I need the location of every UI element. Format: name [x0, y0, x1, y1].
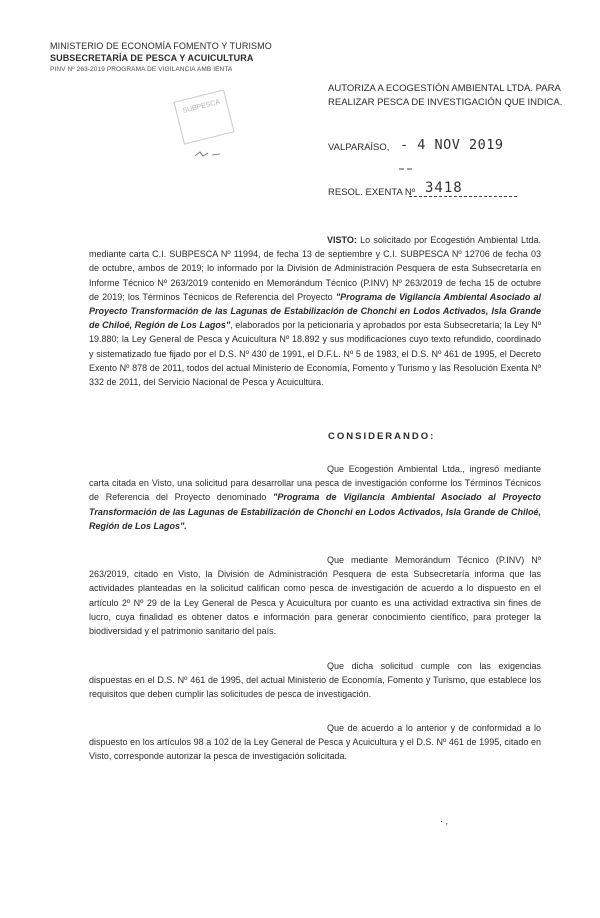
p4-text: Que de acuerdo a lo anterior y de conformidad a lo dispuesto en los artículos 98 a 102 de la Ley General de Pesca y Acuicultura y el D.S. Nº 461 de 1995, citado en Visto, corresponde autorizar la pesca de investigación solicitada.	[89, 723, 541, 762]
subject-line-2: REALIZAR PESCA DE INVESTIGACIÓN QUE INDICA.	[328, 97, 563, 108]
visto-paragraph	[89, 233, 541, 389]
considerando-paragraph-3	[89, 659, 541, 702]
visto-project-title: "Programa de Vigilancia Ambiental Asociado al Proyecto Transformación de las Lagunas de Estabilización de Chonchi en Lodos Activados, Isla Grande de Chiloé, Región de Los Lagos"	[89, 291, 541, 331]
considerando-heading: CONSIDERANDO:	[328, 431, 436, 442]
subsecretaria-name: SUBSECRETARÍA DE PESCA Y ACUICULTURA	[50, 53, 254, 63]
date-stamp: - 4 NOV 2019	[400, 137, 504, 153]
ministry-name: MINISTERIO DE ECONOMÍA FOMENTO Y TURISMO	[50, 41, 272, 51]
visto-text-a: Lo solicitado por Ecogestión Ambiental Ltda. mediante carta C.I. SUBPESCA Nº 11994, de fecha 13 de septiembre y C.I. SUBPESCA Nº 12706 de fecha 03 de octubre, ambos de 2019; lo informado por la División de Administración Pesquera de esta Subsecretaría en Informe Técnico Nº 263/2019 contenido en Memorándum Técnico (P.INV) Nº 263/2019 de fecha 15 de octubre de 2019; los Términos Técnicos de Referencia del Proyecto	[89, 235, 541, 302]
considerando-paragraph-1	[89, 462, 541, 533]
p1-text: Que Ecogestión Ambiental Ltda., ingresó mediante carta citada en Visto, una solicitud para desarrollar una pesca de investigación conforme los Términos Técnicos de Referencia del Proyecto denominado	[89, 464, 541, 503]
stamp-text: SUBPESCA	[182, 98, 221, 115]
visto-text-b: , elaborados por la peticionaria y aprobados por esta Subsecretaría; la Ley Nº 19.880; la Ley General de Pesca y Acuicultura Nº 18.892 y sus modificaciones cuyo texto refundido, coordinado y sistematizado fue fijado por el D.S. Nº 430 de 1991, el D.F.L. Nº 5 de 1983, el D.S. Nº 461 de 1995, el Decreto Exento Nº 878 de 2011, todos del actual Ministerio de Economía, Fomento y Turismo y las Resolución Exenta Nº 332 de 2011, del Servicio Nacional de Pesca y Acuicultura.	[89, 320, 542, 388]
resolution-number: 3418	[425, 180, 463, 196]
p1-project-title: "Programa de Vigilancia Ambiental Asociado al Proyecto Transformación de las Lagunas de Estabilización de Chonchi en Lodos Activados, Isla Grande de Chiloé, Región de Los Lagos".	[89, 492, 542, 531]
considerando-paragraph-4	[89, 721, 541, 764]
place-label: VALPARAÍSO,	[328, 142, 390, 153]
reference-code: PINV Nº 263-2019 PROGRAMA DE VIGILANCIA AMB IENTA	[50, 66, 233, 73]
footer-mark: · ,	[440, 816, 448, 826]
visto-label: VISTO:	[327, 235, 357, 245]
office-stamp	[173, 89, 234, 144]
subject-line-1: AUTORIZA A ECOGESTIÓN AMBIENTAL LTDA. PARA	[328, 83, 561, 94]
p2-text: Que mediante Memorándum Técnico (P.INV) Nº 263/2019, citado en Visto, la División de Administración Pesquera de esta Subsecretaría informa que las actividades planteadas en la solicitud califican como pesca de investigación de acuerdo a lo dispuesto en el artículo 2º Nº 29 de la Ley General de Pesca y Acuicultura por cuanto es una actividad extractiva sin fines de lucro, cuya finalidad es obtener datos e información para generar conocimiento científico, para proteger la biodiversidad y el patrimonio sanitario del país.	[89, 555, 541, 637]
resolution-label: RESOL. EXENTA Nº	[328, 187, 416, 198]
p3-text: Que dicha solicitud cumple con las exigencias dispuestas en el D.S. Nº 461 de 1995, del actual Ministerio de Economía, Fomento y Turismo, que establece los requisitos que deben cumplir las solicitudes de pesca de investigación.	[89, 661, 541, 700]
stamp-scribble-icon	[194, 150, 222, 158]
dash-marks-icon	[399, 166, 413, 172]
resolution-underline	[409, 196, 517, 197]
considerando-paragraph-2	[89, 553, 541, 638]
subject-block	[328, 82, 568, 110]
